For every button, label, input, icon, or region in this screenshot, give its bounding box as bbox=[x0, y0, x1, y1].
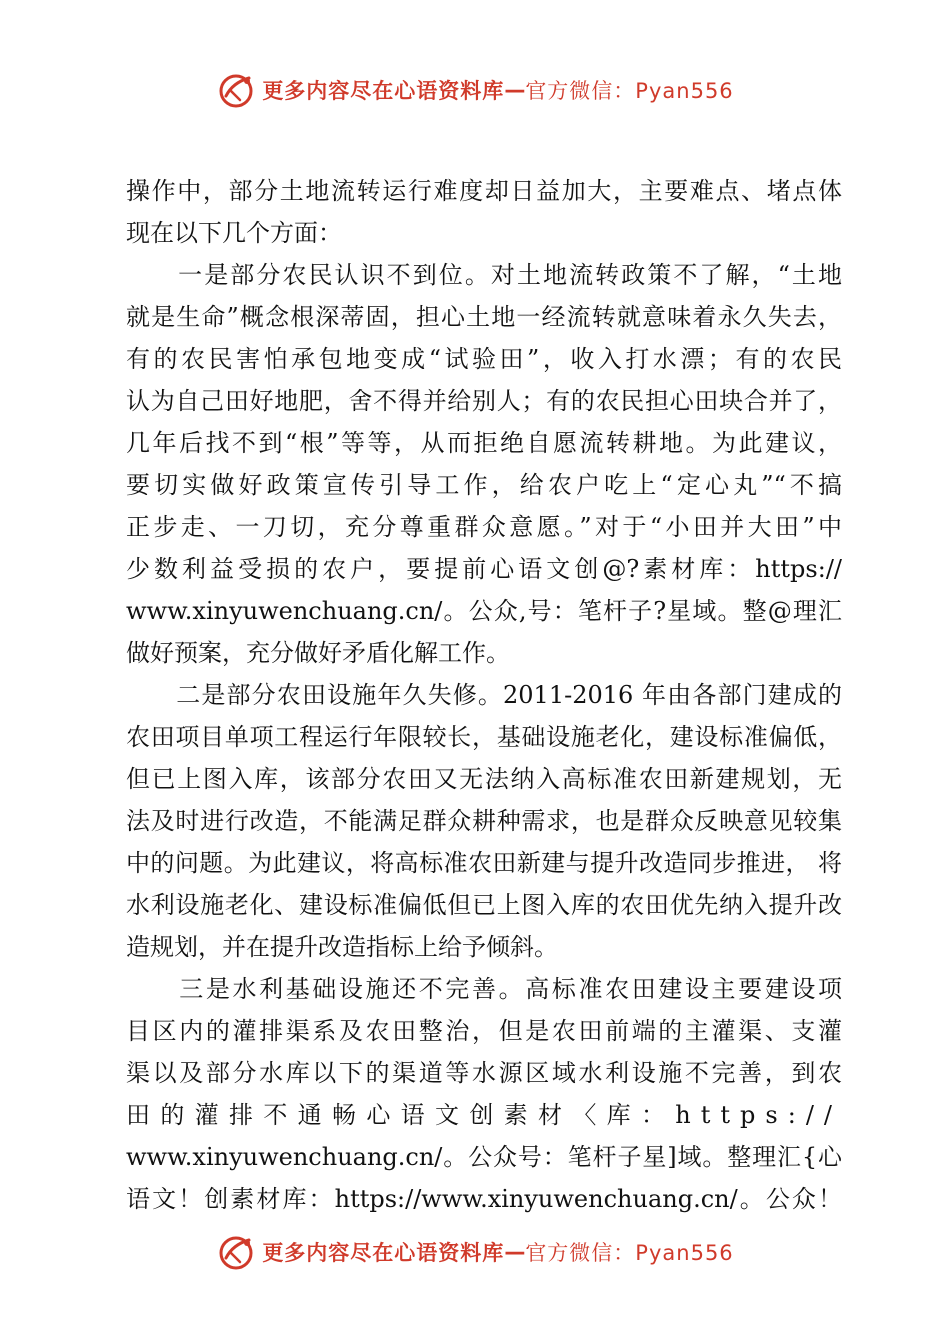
text-line: 但已上图入库，该部分农田又无法纳入高标准农田新建规划，无 bbox=[126, 765, 842, 793]
text-line: 渠以及部分水库以下的渠道等水源区域水利设施不完善，到农 bbox=[126, 1059, 842, 1087]
header-separator: — bbox=[504, 78, 526, 102]
text-line: 水利设施老化、建设标准偏低但已上图入库的农田优先纳入提升改 bbox=[126, 891, 842, 919]
brand-logo-icon bbox=[216, 1232, 256, 1272]
footer-banner bbox=[0, 1222, 950, 1282]
footer-separator: — bbox=[504, 1240, 526, 1264]
text-line: 现在以下几个方面： bbox=[126, 219, 342, 247]
text-line: 农田项目单项工程运行年限较长，基础设施老化，建设标准偏低， bbox=[126, 723, 842, 751]
header-banner bbox=[0, 60, 950, 120]
brand-logo-icon bbox=[216, 70, 256, 110]
text-line: 几年后找不到“根”等等，从而拒绝自愿流转耕地。为此建议， bbox=[126, 429, 842, 457]
text-line: 法及时进行改造，不能满足群众耕种需求，也是群众反映意见较集 bbox=[126, 807, 842, 835]
document-body bbox=[126, 170, 842, 1220]
text-line: 有的农民害怕承包地变成“试验田”，收入打水漂；有的农民 bbox=[126, 345, 842, 373]
text-line: 三是水利基础设施还不完善。高标准农田建设主要建设项 bbox=[126, 975, 842, 1003]
text-line: 田的灌排不通畅心语文创素材〈库：https:// bbox=[126, 1101, 842, 1129]
text-line: 中的问题。为此建议，将高标准农田新建与提升改造同步推进， 将 bbox=[126, 849, 842, 877]
text-line: 语文！创素材库：https://www.xinyuwenchuang.cn/。公众！ bbox=[126, 1185, 842, 1213]
text-line: 操作中，部分土地流转运行难度却日益加大，主要难点、堵点体 bbox=[126, 177, 842, 205]
header-contact: 官方微信：Pyan556 bbox=[525, 79, 734, 103]
text-line: 要切实做好政策宣传引导工作，给农户吃上“定心丸”“不搞 bbox=[126, 471, 842, 499]
footer-title: 更多内容尽在心语资料库 bbox=[262, 1241, 505, 1265]
text-line: 少数利益受损的农户，要提前心语文创@?素材库：https:// bbox=[126, 555, 842, 583]
text-line: 造规划，并在提升改造指标上给予倾斜。 bbox=[126, 933, 558, 961]
text-line: www.xinyuwenchuang.cn/。公众,号：笔杆子?星域。整@理汇 bbox=[126, 597, 842, 625]
text-line: 就是生命”概念根深蒂固，担心土地一经流转就意味着永久失去， bbox=[126, 303, 842, 331]
text-line: 正步走、一刀切，充分尊重群众意愿。”对于“小田并大田”中 bbox=[126, 513, 842, 541]
text-line: 二是部分农田设施年久失修。2011-2016 年由各部门建成的 bbox=[126, 681, 842, 709]
text-line: 认为自己田好地肥，舍不得并给别人；有的农民担心田块合并了， bbox=[126, 387, 842, 415]
text-line: 做好预案，充分做好矛盾化解工作。 bbox=[126, 639, 510, 667]
footer-contact: 官方微信：Pyan556 bbox=[525, 1241, 734, 1265]
text-line: 目区内的灌排渠系及农田整治，但是农田前端的主灌渠、支灌 bbox=[126, 1017, 842, 1045]
header-title: 更多内容尽在心语资料库 bbox=[262, 79, 505, 103]
text-line: www.xinyuwenchuang.cn/。公众号：笔杆子星]域。整理汇{心 bbox=[126, 1143, 842, 1171]
text-line: 一是部分农民认识不到位。对土地流转政策不了解，“土地 bbox=[126, 261, 842, 289]
